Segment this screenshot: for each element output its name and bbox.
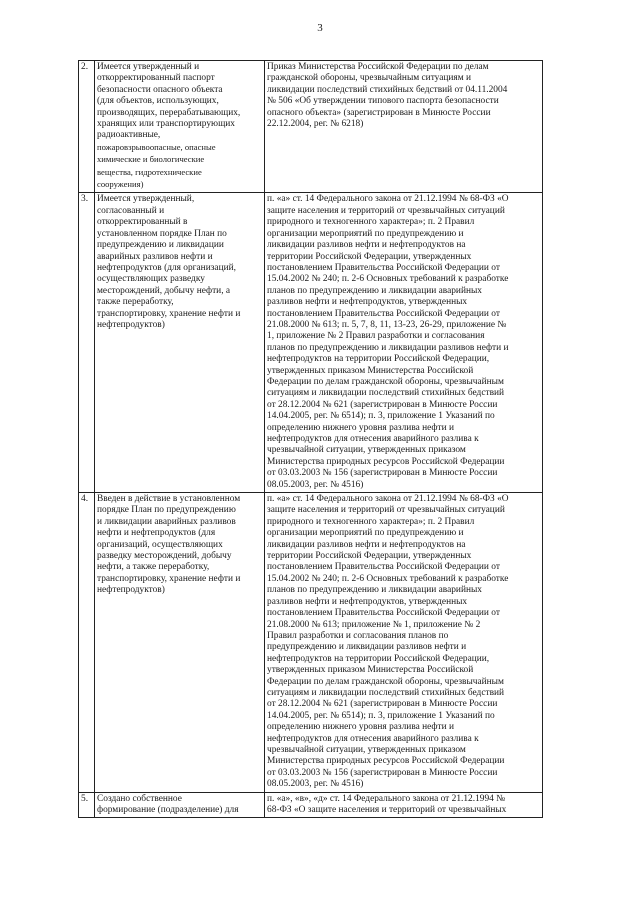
requirement-cell: Имеется утвержденный, согласованный и откорректированный в установленном порядке План по предупреждению и ликвидации аварийных разливов нефти и нефтепродуктов (для организаций, осуществляющих разведку месторождений, добычу нефти, а также переработку, транспортировку, хранение нефти и нефтепродуктов) <box>95 193 265 493</box>
requirement-text: Имеется утвержденный и откорректированный паспорт безопасности опасного объекта (для объектов, использующих, производящих, перерабатывающих, хранящих или транспортирующих радиоактивные, <box>97 62 241 141</box>
row-number: 2. <box>79 61 95 193</box>
reference-cell: п. «а», «в», «д» ст. 14 Федерального закона от 21.12.1994 № 68-ФЗ «О защите населения и территорий от чрезвычайных <box>265 792 543 818</box>
table-row <box>79 792 543 818</box>
page-number: 3 <box>317 22 323 34</box>
requirement-text-continued: пожаровзрывоопасные, опасные химические и биологические вещества, гидротехнические сооружения) <box>97 141 216 190</box>
table-row <box>79 61 543 193</box>
requirement-cell: Введен в действие в установленном порядке План по предупреждению и ликвидации аварийных разливов нефти и нефтепродуктов (для организаций, осуществляющих разведку месторождений, добычу нефти, а также переработку, транспортировку, хранение нефти и нефтепродуктов) <box>95 493 265 793</box>
requirement-cell <box>95 61 265 193</box>
requirements-table <box>78 60 543 818</box>
row-number: 4. <box>79 493 95 793</box>
requirement-cell: Создано собственное формирование (подразделение) для <box>95 792 265 818</box>
reference-cell: п. «а» ст. 14 Федерального закона от 21.12.1994 № 68-ФЗ «О защите населения и территорий от чрезвычайных ситуаций природного и техногенного характера»; п. 2 Правил организации мероприятий по предупреждению и ликвидации разливов нефти и нефтепродуктов на территории Российской Федерации, утвержденных постановлением Правительства Российской Федерации от 15.04.2002 № 240; п. 2-6 Основных требований к разработке планов по предупреждению и ликвидации аварийных разливов нефти и нефтепродуктов, утвержденных постановлением Правительства Российской Федерации от 21.08.2000 № 613; п. 5, 7, 8, 11, 13-23, 26-29, приложение № 1, приложение № 2 Правил разработки и согласования планов по предупреждению и ликвидации разливов нефти и нефтепродуктов на территории Российской Федерации, утвержденных приказом Министерства Российской Федерации по делам гражданской обороны, чрезвычайным ситуациям и ликвидации последствий стихийных бедствий от 28.12.2004 № 621 (зарегистрирован в Минюсте России 14.04.2005, рег. № 6514); п. 3, приложение 1 Указаний по определению нижнего уровня разлива нефти и нефтепродуктов для отнесения аварийного разлива к чрезвычайной ситуации, утвержденных приказом Министерства природных ресурсов Российской Федерации от 03.03.2003 № 156 (зарегистрирован в Минюсте России 08.05.2003, рег. № 4516) <box>265 193 543 493</box>
row-number: 3. <box>79 193 95 493</box>
table-row <box>79 193 543 493</box>
reference-cell: п. «а» ст. 14 Федерального закона от 21.12.1994 № 68-ФЗ «О защите населения и территорий от чрезвычайных ситуаций природного и техногенного характера»; п. 2 Правил организации мероприятий по предупреждению и ликвидации разливов нефти и нефтепродуктов на территории Российской Федерации, утвержденных постановлением Правительства Российской Федерации от 15.04.2002 № 240; п. 2-6 Основных требований к разработке планов по предупреждению и ликвидации аварийных разливов нефти и нефтепродуктов, утвержденных постановлением Правительства Российской Федерации от 21.08.2000 № 613; приложение № 1, приложение № 2 Правил разработки и согласования планов по предупреждению и ликвидации разливов нефти и нефтепродуктов на территории Российской Федерации, утвержденных приказом Министерства Российской Федерации по делам гражданской обороны, чрезвычайным ситуациям и ликвидации последствий стихийных бедствий от 28.12.2004 № 621 (зарегистрирован в Минюсте России 14.04.2005, рег. № 6514); п. 3, приложение 1 Указаний по определению нижнего уровня разлива нефти и нефтепродуктов для отнесения аварийного разлива к чрезвычайной ситуации, утвержденных приказом Министерства природных ресурсов Российской Федерации от 03.03.2003 № 156 (зарегистрирован в Минюсте России 08.05.2003, рег. № 4516) <box>265 493 543 793</box>
row-number: 5. <box>79 792 95 818</box>
reference-cell: Приказ Министерства Российской Федерации по делам гражданской обороны, чрезвычайным ситуациям и ликвидации последствий стихийных бедствий от 04.11.2004 № 506 «Об утверждении типового паспорта безопасности опасного объекта» (зарегистрирован в Минюсте России 22.12.2004, рег. № 6218) <box>265 61 543 193</box>
table-row <box>79 493 543 793</box>
